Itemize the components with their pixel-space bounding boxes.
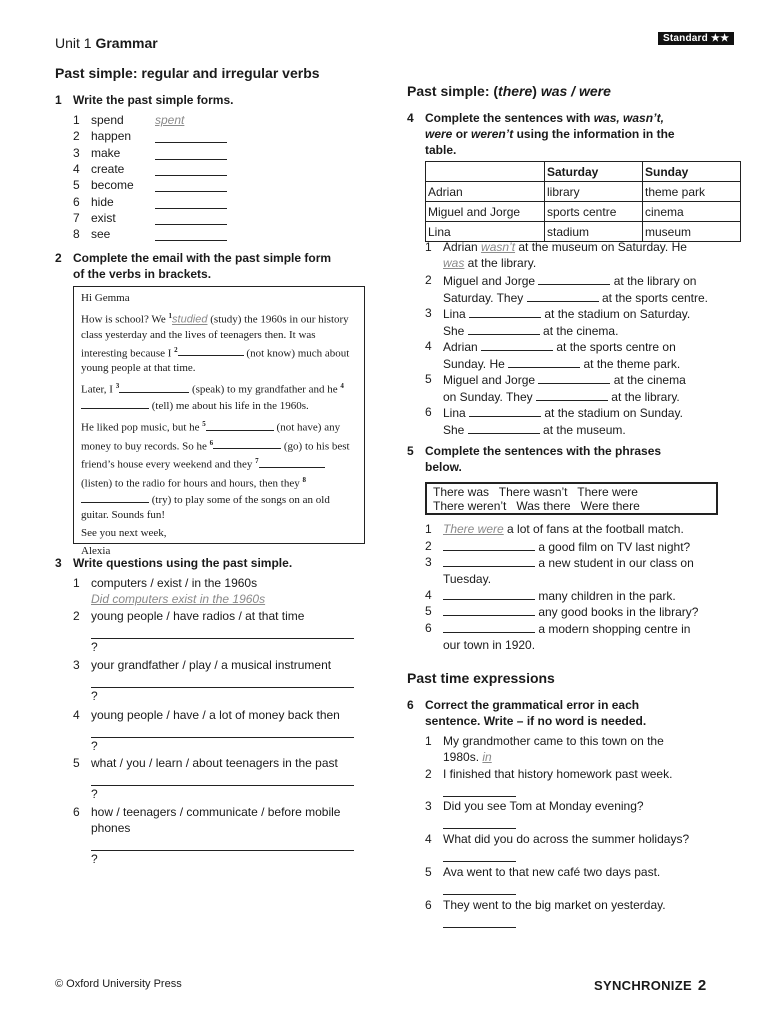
email-box [73,286,365,557]
sentence-text: at the cinema [610,373,686,387]
sentence-text: Miguel and Jorge [443,274,539,288]
question-instruction: Complete the email with the past simple form [73,251,332,265]
table-header-cell: Saturday [545,162,643,182]
q6-item [425,831,735,862]
question-2-heading [55,250,375,282]
item-body [91,657,363,704]
answer-blank[interactable] [469,404,541,417]
answer-blank[interactable] [469,305,541,318]
question-instruction: Complete the sentences with the phrases [425,444,662,458]
item-body [91,804,363,867]
item-number: 1 [73,113,80,127]
item-number: 4 [73,708,80,722]
sentence-text: What did you do across the summer holidays? [443,832,690,846]
answer-line[interactable] [443,814,516,829]
item-number: 5 [425,604,432,618]
answer-line[interactable] [443,913,516,928]
answer-blank[interactable] [527,289,599,302]
sentence-text: 1980s. [443,750,483,764]
question-mark: ? [91,787,98,801]
unit-title [55,35,158,51]
question-item [73,575,363,607]
answer-blank[interactable] [508,355,580,368]
item-body [91,608,363,655]
question-instruction: weren’t [471,127,514,141]
example-answer: spent [155,113,185,127]
q5-item [425,554,735,587]
answer-blank[interactable] [443,538,535,551]
answer-blank[interactable] [443,554,535,567]
answer-blank[interactable] [155,163,227,176]
question-instruction: table. [425,143,457,157]
item-number: 5 [425,865,432,879]
verb-text: hide [91,194,114,209]
table-cell: theme park [643,182,741,202]
answer-blank[interactable] [468,421,540,434]
sentence-text: a lot of fans at the football match. [503,522,684,536]
q6-item [425,864,735,895]
item-number: 6 [73,805,80,819]
item-body [443,587,735,604]
item-number: 3 [73,658,80,672]
prompt-text: young people / have / a lot of money back then [91,708,340,722]
question-instruction: Write questions using the past simple. [73,556,293,570]
sentence-text: Lina [443,406,470,420]
sentence-text: a modern shopping centre in [535,622,691,636]
gap-number: 2 [174,345,178,354]
answer-blank[interactable] [178,345,244,356]
sentence-text: Ava went to that new café two days past. [443,865,661,879]
item-body [91,575,363,607]
brand-name: SYNCHRONIZE [594,978,692,993]
q5-item [425,538,735,555]
sentence-text: Saturday. They [443,291,527,305]
prompt-text: your grandfather / play / a musical instrument [91,658,332,672]
title-part: was / were [540,83,611,99]
sentence-text: They went to the big market on yesterday. [443,898,666,912]
answer-blank[interactable] [155,147,227,160]
phrase-row: There was There wasn’t There were [433,485,638,499]
table-row [426,202,741,222]
answer-blank[interactable] [536,388,608,401]
sentence-line [443,749,735,765]
verb-text: spend [91,113,124,127]
sentence-text: Tuesday. [443,572,492,586]
prompt-text: young people / have radios / at that time [91,609,305,623]
answer-blank[interactable] [155,130,227,143]
answer-line[interactable] [91,842,354,851]
question-instruction-cont: sentence. Write – if no word is needed. [425,714,647,728]
email-paragraph-3 [81,417,357,523]
sentence-text: a good film on TV last night? [535,540,691,554]
question-number: 1 [55,93,62,107]
question-5-heading [407,443,737,475]
gap-number: 5 [202,419,206,428]
question-instruction-cont: of the verbs in brackets. [73,267,212,281]
item-body [443,554,735,587]
item-number: 2 [73,129,80,144]
gap-number: 3 [115,382,120,391]
sentence-text: Lina [443,307,470,321]
gap-number: 4 [340,382,344,391]
answer-line[interactable] [91,729,354,738]
sentence-text: at the cinema. [539,324,619,338]
verb-text: happen [91,129,132,144]
section-title-past-simple: Past simple: regular and irregular verbs [55,65,320,81]
item-body [443,798,735,829]
sentence-text: Sunday. He [443,357,509,371]
question-mark: ? [91,689,98,703]
question-number: 3 [55,556,62,570]
section-title-time-expressions: Past time expressions [407,670,555,686]
sentence-text: at the library. [464,256,537,270]
sentence-line [443,521,735,537]
answer-line[interactable] [91,777,354,786]
sentence-text: our town in 1920. [443,638,536,652]
prompt-text: how / teenagers / communicate / before mobile [91,805,341,819]
item-body [91,707,363,754]
item-body [443,766,735,797]
answer-line[interactable] [91,630,354,639]
email-text: (listen) to the radio for hours and hours, then they [81,477,303,490]
prompt-text: what / you / learn / about teenagers in the past [91,756,338,770]
sentence-text: on Sunday. They [443,390,536,404]
title-part: Past simple: ( [407,83,499,99]
title-part: there [498,83,533,99]
item-number: 2 [425,767,432,781]
sentence-text: at the theme park. [580,357,681,371]
answer-blank[interactable] [443,587,535,600]
answer-blank[interactable] [481,338,553,351]
answer-blank[interactable] [81,398,149,409]
q5-item [425,603,735,620]
question-4-heading [407,110,737,158]
phrase-box [425,482,718,515]
title-part: ) [532,83,541,99]
q4-item-5: 5 Miguel and Jorge at the cinema on Sunday. They at the library. [425,372,686,404]
sentence-text: at the museum. [539,423,626,437]
sentence-text: a new student in our class on [535,556,694,570]
item-body [443,603,735,620]
item-number: 6 [73,194,80,209]
question-number: 6 [407,698,414,712]
page-number: 2 [697,977,707,994]
example-answer: was [443,256,465,270]
example-answer: Did computers exist in the 1960s [91,592,266,606]
sentence-text: She [443,324,468,338]
item-number: 6 [425,621,432,635]
question-instruction: were [425,127,453,141]
email-text: (not have) any money to buy records. So he [81,421,341,453]
email-closing: See you next week, [81,526,167,539]
sentence-text: I finished that history homework past week. [443,767,673,781]
q5-item [425,521,735,537]
answer-blank[interactable] [206,420,274,431]
question-mark: ? [91,852,98,866]
email-text: (speak) to my grandfather and he [189,383,341,396]
email-text: (not know) much about young people at that time. [81,347,350,375]
answer-blank[interactable] [468,322,540,335]
answer-blank[interactable] [213,438,281,449]
table-cell: sports centre [545,202,643,222]
email-text: (try) to play some of the songs on an old guitar. Sounds fun! [81,493,330,521]
item-number: 7 [73,210,80,225]
q5-item [425,587,735,604]
item-number: 8 [73,227,80,242]
item-body [91,755,363,802]
q6-item [425,733,735,765]
item-number: 1 [425,734,432,748]
answer-blank[interactable] [119,382,189,393]
table-cell: museum [643,222,741,242]
table-cell: Miguel and Jorge [426,202,545,222]
item-number: 1 [73,576,80,590]
question-instruction-cont: below. [425,460,462,474]
answer-blank[interactable] [538,272,610,285]
q4-item-2: 2 Miguel and Jorge at the library on Saturday. They at the sports centre. [425,273,708,305]
table-cell: Lina [426,222,545,242]
table-cell: library [545,182,643,202]
item-number: 6 [425,898,432,912]
question-mark: ? [91,739,98,753]
example-answer: in [482,750,492,764]
item-body [443,521,735,537]
email-paragraph-2 [81,379,357,414]
answer-blank[interactable] [443,603,535,616]
question-item [73,707,363,754]
table-header-cell: Sunday [643,162,741,182]
q4-item-4: 4 Adrian at the sports centre on Sunday. He at the theme park. [425,339,681,371]
prompt-text: phones [91,821,131,835]
question-number: 2 [55,251,62,265]
question-item [73,755,363,802]
item-number: 5 [73,756,80,770]
sentence-line [443,620,735,637]
answer-line[interactable] [443,782,516,797]
sentence-text: at the stadium on Sunday. [541,406,683,420]
answer-line[interactable] [91,679,354,688]
item-number: 4 [73,161,80,176]
info-table [425,161,741,242]
email-text: (go) to his best friend’s house every weekend and they [81,440,350,471]
verb-text: create [91,161,125,176]
question-number: 4 [407,111,414,125]
sentence-text: at the sports centre. [598,291,708,305]
answer-blank[interactable] [81,492,149,503]
item-body [443,897,735,928]
table-cell: cinema [643,202,741,222]
table-row [426,182,741,202]
level-badge: Standard ★★ [658,32,734,45]
answer-blank[interactable] [155,228,227,241]
item-number: 3 [425,555,432,569]
q4-item-3: 3 Lina at the stadium on Saturday. She at the cinema. [425,306,691,338]
item-number: 3 [73,145,80,160]
email-signature: Alexia [81,544,111,557]
sentence-text: at the museum on Saturday. He [515,240,687,254]
sentence-text: Adrian [443,340,482,354]
q5-item [425,620,735,653]
item-number: 4 [425,832,432,846]
sentence-line [443,554,735,571]
email-text: Later, I [81,383,116,396]
item-body [443,538,735,555]
verb-text: make [91,145,121,160]
answer-line[interactable] [443,847,516,862]
question-number: 5 [407,444,414,458]
phrase-row: There weren’t Was there Were there [433,499,640,513]
sentence-text: any good books in the library? [535,605,699,619]
question-instruction: or [452,127,472,141]
email-text: (study) the 1960s in our history class yesterday and the lives of teenagers then. It was interesting because I [81,313,349,360]
answer-blank[interactable] [538,371,610,384]
gap-number: 8 [302,475,306,484]
question-instruction: was, wasn’t, [593,111,664,125]
question-instruction: Complete the sentences with [425,111,594,125]
q6-item [425,766,735,797]
verb-text: become [91,178,134,193]
answer-line[interactable] [443,880,516,895]
item-number: 4 [425,588,432,602]
sentence-text: Did you see Tom at Monday evening? [443,799,644,813]
email-text: (tell) me about his life in the 1960s. [149,399,309,412]
question-item [73,657,363,704]
question-instruction: Correct the grammatical error in each [425,698,640,712]
answer-blank[interactable] [259,457,325,468]
item-number: 5 [73,178,80,193]
q4-item-6: 6 Lina at the stadium on Sunday. She at the museum. [425,405,683,437]
gap-number: 7 [255,457,259,466]
item-number: 2 [425,539,432,553]
sentence-text: many children in the park. [535,589,676,603]
email-text: He liked pop music, but he [81,421,203,434]
section-title-there-was-were [407,83,611,99]
question-instruction: using the information in the [513,127,675,141]
gap-number: 1 [168,312,173,320]
sentence-text: at the stadium on Saturday. [541,307,691,321]
sentence-line [443,538,735,555]
sentence-text: She [443,423,468,437]
item-number: 3 [425,799,432,813]
answer-blank[interactable] [155,179,227,192]
sentence-line [443,587,735,604]
prompt-text: computers / exist / in the 1960s [91,576,258,590]
gap-number: 6 [209,438,214,447]
verb-text: see [91,227,111,242]
question-1-heading [55,92,375,108]
item-body [443,733,735,765]
question-6-heading [407,697,737,729]
q6-item [425,798,735,829]
verb-text: exist [91,210,116,225]
item-number: 1 [425,522,432,536]
question-item [73,804,363,867]
table-header-cell [426,162,545,182]
sentence-text: at the library. [607,390,680,404]
q4-item-1: 1 Adrian wasn’t at the museum on Saturday. He was at the library. [425,240,687,270]
answer-blank[interactable] [155,196,227,209]
table-header-row [426,162,741,182]
sentence-line [443,603,735,620]
email-paragraph-1 [81,309,357,376]
example-answer: There were [443,522,504,536]
brand-logo [594,977,707,994]
answer-blank[interactable] [443,620,535,633]
answer-blank[interactable] [155,212,227,225]
table-cell: stadium [545,222,643,242]
sentence-text: Miguel and Jorge [443,373,539,387]
example-answer: studied [172,313,208,326]
example-answer: wasn’t [481,240,516,254]
item-body [443,620,735,653]
question-item [73,608,363,655]
sentence-text: Adrian [443,240,482,254]
question-mark: ? [91,640,98,654]
q6-item [425,897,735,928]
email-text: How is school? We [81,313,169,326]
table-cell: Adrian [426,182,545,202]
question-instruction: Write the past simple forms. [73,93,234,107]
item-body [443,864,735,895]
sentence-text: My grandmother came to this town on the [443,734,664,748]
question-3-heading [55,555,375,571]
sentence-text: at the sports centre on [553,340,676,354]
email-greeting: Hi Gemma [81,292,130,304]
unit-label: Unit 1 [55,35,92,51]
sentence-text: at the library on [610,274,697,288]
copyright: © Oxford University Press [55,978,182,990]
item-body [443,831,735,862]
item-number: 2 [73,609,80,623]
unit-topic: Grammar [95,35,158,51]
